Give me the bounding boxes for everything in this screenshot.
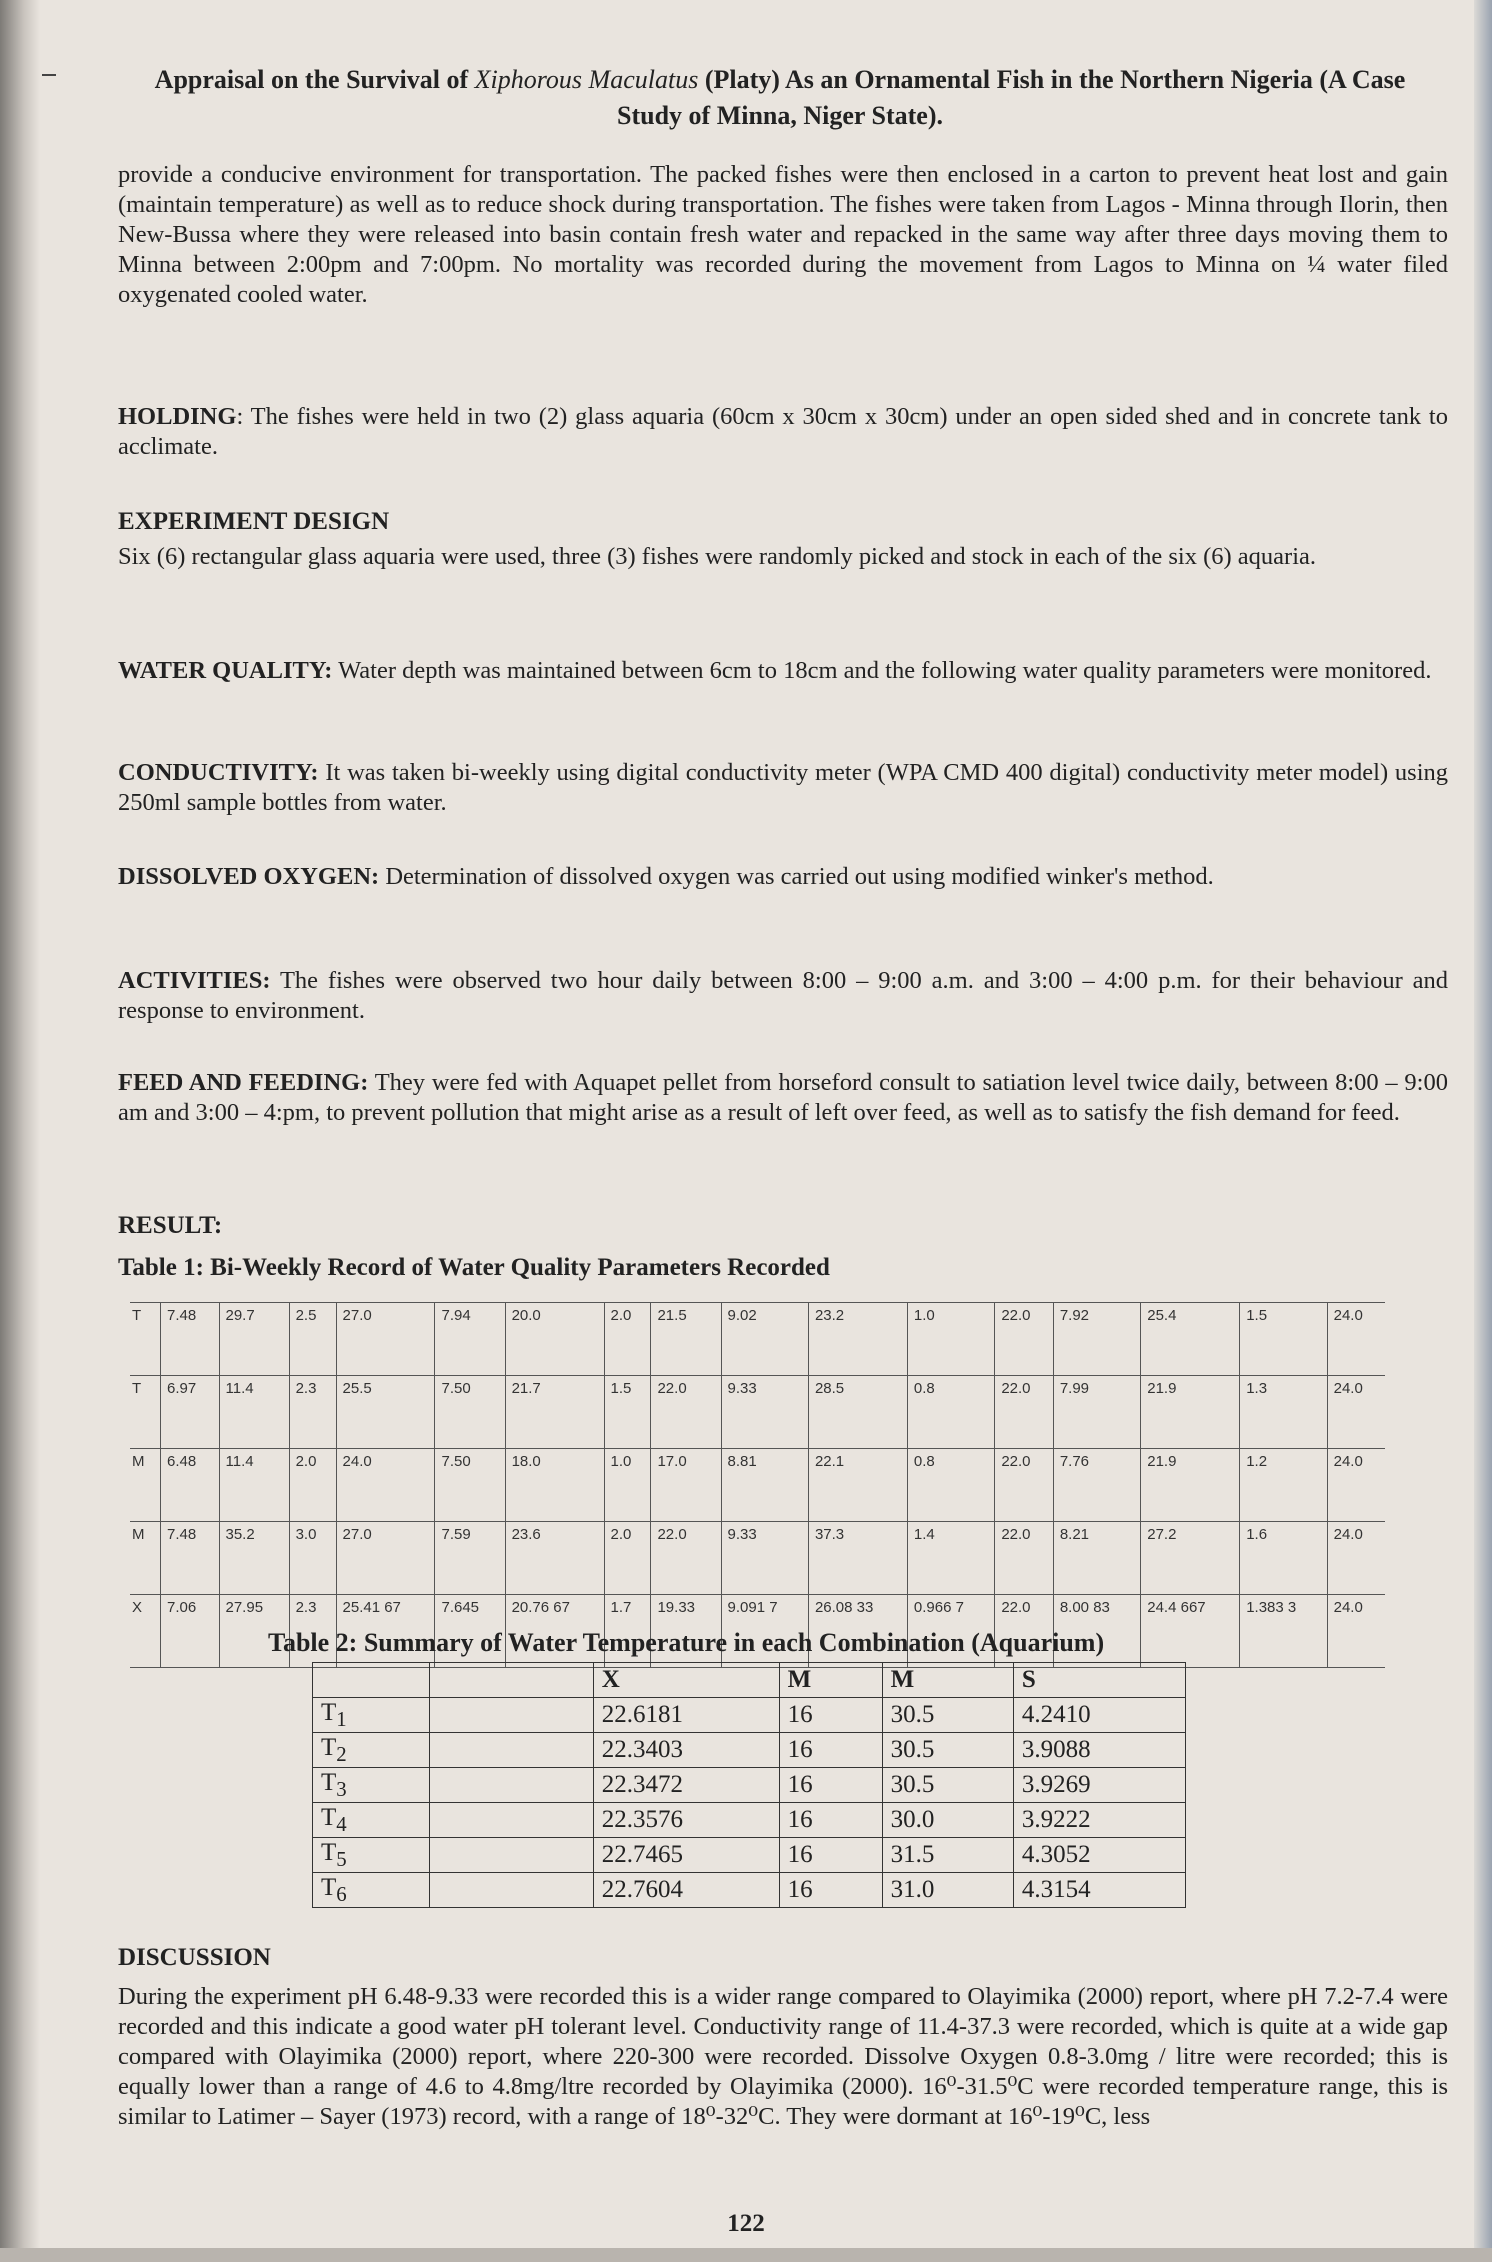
table1-cell: 20.76 67 bbox=[505, 1595, 604, 1668]
table1-cell: 1.4 bbox=[907, 1522, 994, 1595]
table2-cell: 22.7604 bbox=[593, 1873, 779, 1908]
table2-header-row bbox=[313, 1663, 1186, 1698]
table1-cell: 24.0 bbox=[1327, 1303, 1385, 1376]
table2-row-label: $T_1$ bbox=[313, 1698, 430, 1733]
table1-cell: 29.7 bbox=[219, 1303, 289, 1376]
table1-cell: 7.48 bbox=[161, 1522, 220, 1595]
table2-cell: 22.7465 bbox=[593, 1838, 779, 1873]
table2-cell bbox=[429, 1733, 593, 1768]
table2-cell: 30.5 bbox=[882, 1768, 1013, 1803]
table2-cell bbox=[429, 1873, 593, 1908]
table2-cell: 3.9088 bbox=[1013, 1733, 1185, 1768]
table2-cell: 30.0 bbox=[882, 1803, 1013, 1838]
table1-cell: 0.8 bbox=[907, 1376, 994, 1449]
table1-cell: 8.00 83 bbox=[1053, 1595, 1140, 1668]
table1-row bbox=[130, 1522, 1385, 1595]
table1-cell: 25.5 bbox=[336, 1376, 435, 1449]
result-heading: RESULT: bbox=[118, 1212, 223, 1239]
header-text-end: (Platy) As an Ornamental Fish in the Northern Nigeria (A Case Study of Minna, Niger State). bbox=[617, 65, 1406, 130]
table2-cell: 3.9269 bbox=[1013, 1768, 1185, 1803]
table1-cell: 24.0 bbox=[1327, 1376, 1385, 1449]
table2-cell: 4.3154 bbox=[1013, 1873, 1185, 1908]
table1-cell: 9.33 bbox=[721, 1376, 808, 1449]
table1-cell: 7.645 bbox=[435, 1595, 505, 1668]
table1-cell: 22.0 bbox=[995, 1303, 1054, 1376]
table2-cell: 22.3403 bbox=[593, 1733, 779, 1768]
dissolved-oxygen-paragraph bbox=[118, 862, 1448, 892]
table2-cell: 31.0 bbox=[882, 1873, 1013, 1908]
table2-cell: 30.5 bbox=[882, 1698, 1013, 1733]
table1-cell: 1.7 bbox=[604, 1595, 651, 1668]
table2-cell: 22.6181 bbox=[593, 1698, 779, 1733]
table1-row-label: T bbox=[132, 1307, 142, 1324]
table1-cell: 25.4 bbox=[1141, 1303, 1240, 1376]
table2-header-cell bbox=[429, 1663, 593, 1698]
table1-cell: 1.6 bbox=[1240, 1522, 1327, 1595]
table2-row-label: $T_5$ bbox=[313, 1838, 430, 1873]
holding-paragraph bbox=[118, 402, 1448, 462]
binding-shadow bbox=[0, 0, 40, 2262]
table2-row bbox=[313, 1768, 1186, 1803]
table1-cell: 1.3 bbox=[1240, 1376, 1327, 1449]
table2-row-label: $T_2$ bbox=[313, 1733, 430, 1768]
table1-cell: 1.0 bbox=[907, 1303, 994, 1376]
table1-cell: 19.33 bbox=[651, 1595, 721, 1668]
table1-cell: 3.0 bbox=[289, 1522, 336, 1595]
table2-header-cell: S bbox=[1013, 1663, 1185, 1698]
table2-cell: 30.5 bbox=[882, 1733, 1013, 1768]
table1-cell: 2.0 bbox=[289, 1449, 336, 1522]
holding-text: : The fishes were held in two (2) glass aquaria (60cm x 30cm x 30cm) under an open sided shed and in concrete tank to acclimate. bbox=[118, 403, 1448, 460]
margin-mark bbox=[42, 74, 56, 76]
subscript: 6 bbox=[336, 1881, 347, 1906]
table1-cell: 24.0 bbox=[1327, 1595, 1385, 1668]
table1-cell: 22.0 bbox=[995, 1595, 1054, 1668]
activities-text: The fishes were observed two hour daily between 8:00 – 9:00 a.m. and 3:00 – 4:00 p.m. for their behaviour and response to environment. bbox=[118, 967, 1448, 1024]
header-text: Appraisal on the Survival of bbox=[154, 65, 475, 94]
table2-cell: 31.5 bbox=[882, 1838, 1013, 1873]
table1-cell: 35.2 bbox=[219, 1522, 289, 1595]
table1-cell: 27.0 bbox=[336, 1303, 435, 1376]
table1-row bbox=[130, 1449, 1385, 1522]
table1-cell: 7.92 bbox=[1053, 1303, 1140, 1376]
table1-row-label: M bbox=[132, 1526, 145, 1543]
page-edge bbox=[1474, 0, 1492, 2262]
table1-cell: 11.4 bbox=[219, 1376, 289, 1449]
table2-cell bbox=[429, 1803, 593, 1838]
table1-cell: 11.4 bbox=[219, 1449, 289, 1522]
table2-row-label: $T_6$ bbox=[313, 1873, 430, 1908]
table1-cell: 18.0 bbox=[505, 1449, 604, 1522]
table2-cell bbox=[429, 1838, 593, 1873]
table1-cell: 7.06 bbox=[161, 1595, 220, 1668]
table1-cell: 6.97 bbox=[161, 1376, 220, 1449]
table1-cell: 23.6 bbox=[505, 1522, 604, 1595]
water-quality-text: Water depth was maintained between 6cm to 18cm and the following water quality parameters were monitored. bbox=[332, 657, 1432, 684]
table1-cell: 22.0 bbox=[995, 1522, 1054, 1595]
table1-cell: 27.95 bbox=[219, 1595, 289, 1668]
feeding-label: FEED AND FEEDING: bbox=[118, 1069, 369, 1096]
table2-row bbox=[313, 1698, 1186, 1733]
table1-cell: 8.21 bbox=[1053, 1522, 1140, 1595]
activities-label: ACTIVITIES: bbox=[118, 967, 271, 994]
table1-cell: 22.0 bbox=[995, 1376, 1054, 1449]
table1-cell: 20.0 bbox=[505, 1303, 604, 1376]
dissolved-oxygen-text: Determination of dissolved oxygen was carried out using modified winker's method. bbox=[379, 863, 1214, 890]
page-number: 122 bbox=[727, 2210, 765, 2237]
activities-paragraph bbox=[118, 966, 1448, 1026]
table1-row-label: T bbox=[132, 1380, 142, 1397]
table1-cell: 22.0 bbox=[651, 1522, 721, 1595]
header-species: Xiphorous Maculatus bbox=[474, 65, 699, 94]
table2-cell: 3.9222 bbox=[1013, 1803, 1185, 1838]
table1-cell: 7.48 bbox=[161, 1303, 220, 1376]
table1-cell: 7.94 bbox=[435, 1303, 505, 1376]
table2-cell: 16 bbox=[779, 1733, 882, 1768]
table1-cell: 22.1 bbox=[808, 1449, 907, 1522]
table2-cell bbox=[429, 1768, 593, 1803]
table1-cell: 2.3 bbox=[289, 1376, 336, 1449]
discussion-paragraph: During the experiment pH 6.48-9.33 were recorded this is a wider range compared to Olayimika (2000) report, where pH 7.2-7.4 were recorded and this indicate a good water pH tolerant level. Conductivity range of 11.4-37.3 were recorded, which is quite at a wide gap compared with Olayimika (2000) report, where 220-300 were recorded. Dissolve Oxygen 0.8-3.0mg / litre were recorded; this is equally lower than a range of 4.6 to 4.8mg/ltre recorded by Olayimika (2000). 16⁰-31.5⁰C were recorded temperature range, this is similar to Latimer – Sayer (1973) record, with a range of 18⁰-32⁰C. They were dormant at 16⁰-19⁰C, less bbox=[118, 1983, 1448, 2130]
table1-cell: 28.5 bbox=[808, 1376, 907, 1449]
table2-title: Table 2: Summary of Water Temperature in each Combination (Aquarium) bbox=[268, 1628, 1105, 1657]
table1-cell: 1.383 3 bbox=[1240, 1595, 1327, 1668]
holding-label: HOLDING bbox=[118, 403, 237, 430]
conductivity-paragraph bbox=[118, 758, 1448, 818]
table2-header-cell: M bbox=[882, 1663, 1013, 1698]
table1-cell: 24.0 bbox=[336, 1449, 435, 1522]
table1-cell: 23.2 bbox=[808, 1303, 907, 1376]
table1-row-label: M bbox=[132, 1453, 145, 1470]
conductivity-text: It was taken bi-weekly using digital conductivity meter (WPA CMD 400 digital) conductivity meter model) using 250ml sample bottles from water. bbox=[118, 759, 1448, 816]
table1-cell: 21.7 bbox=[505, 1376, 604, 1449]
water-quality-label: WATER QUALITY: bbox=[118, 657, 333, 684]
table1-cell: 24.4 667 bbox=[1141, 1595, 1240, 1668]
table1-cell: 2.5 bbox=[289, 1303, 336, 1376]
table1-cell: 1.5 bbox=[1240, 1303, 1327, 1376]
table1-cell: 24.0 bbox=[1327, 1522, 1385, 1595]
water-quality-paragraph bbox=[118, 656, 1448, 686]
table1-cell: 0.8 bbox=[907, 1449, 994, 1522]
table2-cell: 22.3472 bbox=[593, 1768, 779, 1803]
table1-cell: 22.0 bbox=[651, 1376, 721, 1449]
table1-row-label: X bbox=[132, 1599, 143, 1616]
feeding-paragraph bbox=[118, 1068, 1448, 1128]
table2-header-cell: M bbox=[779, 1663, 882, 1698]
table1-cell: 9.091 7 bbox=[721, 1595, 808, 1668]
table1-cell: 6.48 bbox=[161, 1449, 220, 1522]
intro-paragraph: provide a conducive environment for transportation. The packed fishes were then enclosed in a carton to prevent heat lost and gain (maintain temperature) as well as to reduce shock during transportation. The fishes were taken from Lagos - Minna through Ilorin, then New-Bussa where they were released into basin contain fresh water and repacked in the same way after three days moving them to Minna between 2:00pm and 7:00pm. No mortality was recorded during the movement from Lagos to Minna on ¼ water filed oxygenated cooled water. bbox=[118, 161, 1448, 308]
table1-cell: 1.5 bbox=[604, 1376, 651, 1449]
table1-cell: 25.41 67 bbox=[336, 1595, 435, 1668]
table1-row bbox=[130, 1376, 1385, 1449]
table1-cell: 26.08 33 bbox=[808, 1595, 907, 1668]
table2-row-label: $T_3$ bbox=[313, 1768, 430, 1803]
table1-cell: 37.3 bbox=[808, 1522, 907, 1595]
table2-header-cell: X bbox=[593, 1663, 779, 1698]
table1-cell: 27.2 bbox=[1141, 1522, 1240, 1595]
table2-cell: 4.2410 bbox=[1013, 1698, 1185, 1733]
table1-cell: 24.0 bbox=[1327, 1449, 1385, 1522]
table2-cell: 16 bbox=[779, 1768, 882, 1803]
page-bottom-edge bbox=[0, 2248, 1492, 2262]
table1-cell: 1.2 bbox=[1240, 1449, 1327, 1522]
table2-row bbox=[313, 1873, 1186, 1908]
table1-cell: 17.0 bbox=[651, 1449, 721, 1522]
table1-cell: 7.99 bbox=[1053, 1376, 1140, 1449]
subscript: 4 bbox=[336, 1811, 347, 1836]
table2-cell: 16 bbox=[779, 1838, 882, 1873]
running-header bbox=[120, 62, 1440, 134]
experiment-heading: EXPERIMENT DESIGN bbox=[118, 508, 390, 535]
table2-cell bbox=[429, 1698, 593, 1733]
subscript: 5 bbox=[336, 1846, 347, 1871]
table1-cell: 27.0 bbox=[336, 1522, 435, 1595]
feeding-text: They were fed with Aquapet pellet from horseford consult to satiation level twice daily, between 8:00 – 9:00 am and 3:00 – 4:pm, to prevent pollution that might arise as a result of left over feed, as well as to satisfy the fish demand for feed. bbox=[118, 1069, 1448, 1126]
table1-cell: 2.0 bbox=[604, 1522, 651, 1595]
table1-cell: 22.0 bbox=[995, 1449, 1054, 1522]
table1-cell: 9.02 bbox=[721, 1303, 808, 1376]
dissolved-oxygen-label: DISSOLVED OXYGEN: bbox=[118, 863, 380, 890]
table2-row bbox=[313, 1803, 1186, 1838]
table1-cell: 7.59 bbox=[435, 1522, 505, 1595]
table2-cell: 16 bbox=[779, 1803, 882, 1838]
table1-cell: 2.0 bbox=[604, 1303, 651, 1376]
table1-title: Table 1: Bi-Weekly Record of Water Quality Parameters Recorded bbox=[118, 1254, 830, 1281]
table1-row bbox=[130, 1303, 1385, 1376]
table2 bbox=[312, 1662, 1186, 1908]
table1-cell: 8.81 bbox=[721, 1449, 808, 1522]
table1-cell: 21.5 bbox=[651, 1303, 721, 1376]
table2-cell: 22.3576 bbox=[593, 1803, 779, 1838]
table1-cell: 21.9 bbox=[1141, 1449, 1240, 1522]
subscript: 3 bbox=[336, 1776, 347, 1801]
subscript: 2 bbox=[336, 1741, 347, 1766]
table2-cell: 4.3052 bbox=[1013, 1838, 1185, 1873]
table1-cell: 7.50 bbox=[435, 1376, 505, 1449]
table2-row bbox=[313, 1838, 1186, 1873]
table1-cell: 2.3 bbox=[289, 1595, 336, 1668]
table2-header-cell bbox=[313, 1663, 430, 1698]
table1-cell: 1.0 bbox=[604, 1449, 651, 1522]
table2-row-label: $T_4$ bbox=[313, 1803, 430, 1838]
table2-row bbox=[313, 1733, 1186, 1768]
discussion-heading: DISCUSSION bbox=[118, 1944, 271, 1971]
table2-cell: 16 bbox=[779, 1873, 882, 1908]
table1-cell: 0.966 7 bbox=[907, 1595, 994, 1668]
conductivity-label: CONDUCTIVITY: bbox=[118, 759, 319, 786]
subscript: 1 bbox=[336, 1706, 347, 1731]
table2-cell: 16 bbox=[779, 1698, 882, 1733]
table1-cell: 21.9 bbox=[1141, 1376, 1240, 1449]
table1-cell: 9.33 bbox=[721, 1522, 808, 1595]
table1 bbox=[130, 1302, 1385, 1668]
table1-cell: 7.76 bbox=[1053, 1449, 1140, 1522]
experiment-paragraph: Six (6) rectangular glass aquaria were used, three (3) fishes were randomly picked and stock in each of the six (6) aquaria. bbox=[118, 543, 1316, 570]
table1-cell: 7.50 bbox=[435, 1449, 505, 1522]
